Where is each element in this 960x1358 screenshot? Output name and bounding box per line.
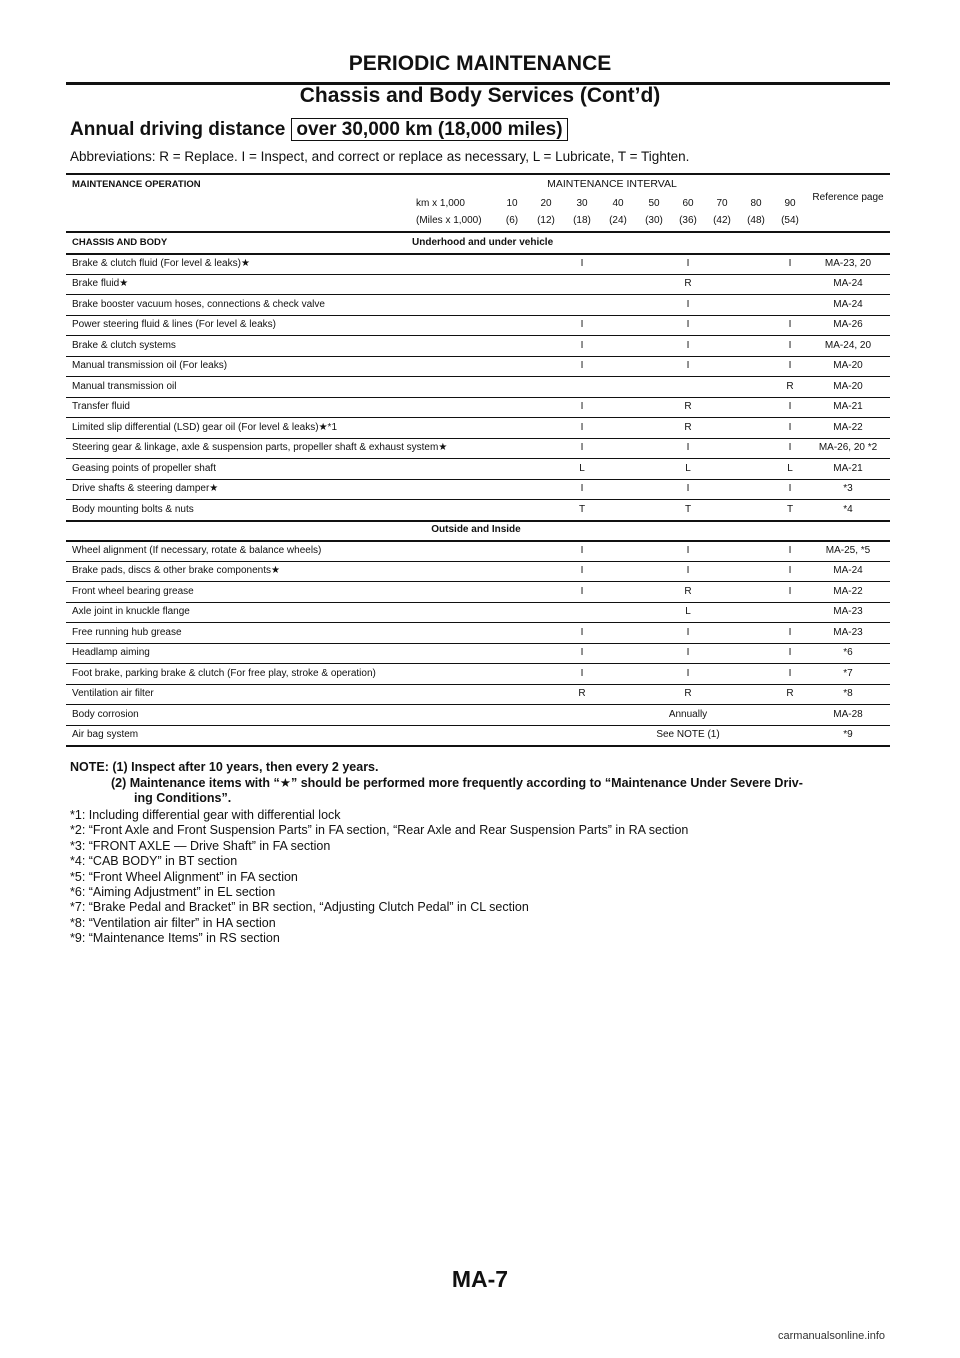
table-row	[66, 541, 890, 562]
row-operation	[72, 729, 138, 740]
row-interval-90k: R	[786, 380, 794, 392]
row-operation	[72, 483, 218, 494]
row-reference: MA-23	[833, 606, 863, 617]
page-number: MA-7	[451, 1266, 509, 1292]
col-maintenance-interval: MAINTENANCE INTERVAL	[547, 178, 677, 190]
severe-condition-star-icon: ★	[240, 257, 250, 269]
watermark: carmanualsonline.info	[778, 1330, 886, 1342]
table-row	[66, 479, 890, 500]
row-operation	[72, 606, 190, 617]
row-interval-60k: I	[686, 544, 690, 556]
row-operation	[72, 299, 325, 310]
row-reference: MA-24, 20	[824, 339, 872, 351]
row-operation-text: Geasing points of propeller shaft	[72, 462, 216, 474]
table-row	[66, 274, 890, 295]
row-reference: *8	[843, 688, 853, 699]
table-row	[66, 725, 890, 747]
row-reference: MA-25, *5	[825, 544, 871, 556]
row-operation	[72, 545, 321, 556]
note-1: NOTE: (1) Inspect after 10 years, then every 2 years.	[70, 760, 379, 774]
table-row	[66, 684, 890, 705]
row-operation	[72, 668, 376, 679]
row-reference: MA-24	[833, 298, 863, 310]
row-interval-30k: I	[580, 585, 584, 597]
row-footnote-ref: *1	[327, 421, 337, 433]
row-operation-text: Foot brake, parking brake & clutch (For free play, stroke & operation)	[72, 667, 376, 679]
row-operation	[72, 319, 276, 330]
table-row	[66, 705, 890, 726]
row-reference: MA-20	[833, 360, 863, 371]
table-row	[66, 623, 890, 644]
severe-condition-star-icon: ★	[271, 565, 280, 576]
interval-km-value: 20	[540, 198, 552, 209]
row-interval-90k: I	[788, 544, 792, 556]
row-interval-30k: T	[578, 503, 586, 515]
subsection-label: Outside and Inside	[431, 524, 521, 535]
footnote: *3: “FRONT AXLE — Drive Shaft” in FA section	[70, 838, 331, 853]
row-interval-60k: I	[686, 626, 690, 638]
row-interval-60k: I	[686, 360, 690, 371]
interval-km-value: 90	[784, 198, 796, 209]
row-interval-30k: L	[579, 462, 585, 474]
table-row	[66, 254, 890, 275]
row-operation	[72, 442, 447, 453]
table-row	[66, 561, 890, 582]
row-operation-text: Headlamp aiming	[72, 647, 150, 658]
severe-condition-star-icon: ★	[119, 278, 129, 289]
interval-km-value: 50	[648, 198, 660, 209]
footnote: *7: “Brake Pedal and Bracket” in BR section, “Adjusting Clutch Pedal” in CL section	[70, 900, 529, 915]
footnote: *4: “CAB BODY” in BT section	[70, 854, 238, 869]
row-operation-text: Axle joint in knuckle flange	[72, 606, 190, 617]
section-title-boxed: over 30,000 km (18,000 miles)	[291, 118, 567, 141]
table-row	[66, 377, 890, 398]
row-interval-30k: I	[580, 626, 584, 638]
row-reference: MA-26, 20 *2	[818, 442, 878, 453]
row-interval-90k: I	[788, 257, 792, 269]
row-interval-90k: I	[788, 442, 792, 453]
row-interval-60k: I	[686, 298, 690, 310]
col-maintenance-operation: MAINTENANCE OPERATION	[72, 179, 201, 190]
abbreviations-line: Abbreviations: R = Replace. I = Inspect, and correct or replace as necessary, L = Lubricate, T = Tighten.	[70, 149, 690, 164]
row-interval-90k: I	[788, 319, 792, 330]
severe-condition-star-icon: ★	[318, 421, 328, 433]
row-interval-30k: I	[580, 647, 584, 658]
interval-mile-value: (48)	[747, 215, 765, 226]
row-interval-30k: R	[578, 688, 586, 699]
row-interval-90k: T	[786, 503, 794, 515]
row-operation-text: Front wheel bearing grease	[72, 585, 194, 597]
header-subtitle: Chassis and Body Services (Cont’d)	[299, 84, 661, 107]
row-reference: MA-24	[833, 278, 863, 289]
table-row	[66, 295, 890, 316]
interval-mile-value: (36)	[679, 215, 697, 226]
footnote: *8: “Ventilation air filter” in HA section	[70, 915, 276, 930]
row-operation	[72, 709, 139, 720]
table-row	[66, 397, 890, 418]
interval-mile-value: (24)	[609, 215, 627, 226]
table-row	[66, 500, 890, 522]
row-interval-60k: R	[684, 421, 692, 433]
row-interval-span: See NOTE (1)	[656, 729, 720, 740]
table-section-row	[66, 520, 890, 542]
row-interval-60k: I	[686, 257, 690, 269]
row-operation	[72, 340, 176, 351]
row-interval-30k: I	[580, 421, 584, 433]
row-reference: *4	[843, 503, 853, 515]
row-operation	[72, 278, 128, 289]
footnote: *5: “Front Wheel Alignment” in FA section	[70, 869, 298, 884]
interval-mile-value: (12)	[537, 215, 555, 226]
row-interval-60k: I	[686, 667, 690, 679]
footnote: *2: “Front Axle and Front Suspension Parts” in FA section, “Rear Axle and Rear Suspension Parts” in RA section	[70, 823, 689, 838]
table-row	[66, 643, 890, 664]
row-interval-60k: I	[686, 647, 690, 658]
row-interval-30k: I	[580, 544, 584, 556]
row-interval-30k: I	[580, 667, 584, 679]
row-interval-90k: I	[788, 647, 792, 658]
row-interval-30k: I	[580, 257, 584, 269]
table-row	[66, 664, 890, 685]
row-operation	[72, 627, 182, 638]
interval-km-value: 40	[612, 198, 624, 209]
row-operation-text: Brake fluid	[72, 278, 120, 289]
row-interval-90k: I	[788, 585, 792, 597]
interval-km-value: 60	[682, 198, 694, 209]
row-interval-60k: I	[686, 442, 690, 453]
table-row	[66, 315, 890, 336]
row-operation	[72, 258, 250, 269]
table-row	[66, 418, 890, 439]
row-interval-90k: R	[786, 688, 794, 699]
row-operation	[72, 647, 150, 658]
table-top-rule	[66, 173, 890, 175]
note-2: (2) Maintenance items with “★” should be performed more frequently according to “Maintenance Under Severe Driv-	[111, 775, 803, 790]
row-interval-30k: I	[580, 565, 584, 576]
row-interval-90k: I	[788, 421, 792, 433]
col-reference-page: Reference page	[812, 192, 884, 203]
row-interval-60k: R	[684, 585, 692, 597]
row-interval-90k: I	[788, 565, 792, 576]
row-operation-text: Limited slip differential (LSD) gear oil (For level & leaks)	[72, 421, 319, 433]
row-operation	[72, 688, 154, 699]
section-title-prefix: Annual driving distance	[70, 119, 286, 140]
header-title: PERIODIC MAINTENANCE	[348, 52, 612, 75]
table-row	[66, 602, 890, 623]
table-section-row	[66, 233, 890, 255]
interval-mile-value: (42)	[713, 215, 731, 226]
row-reference: MA-24	[833, 565, 863, 576]
row-reference: MA-23, 20	[824, 257, 872, 269]
row-interval-30k: I	[580, 360, 584, 371]
row-interval-30k: I	[580, 319, 584, 330]
interval-km-value: 10	[506, 198, 518, 209]
row-operation-text: Body mounting bolts & nuts	[72, 503, 194, 515]
row-interval-30k: I	[580, 442, 584, 453]
interval-km-value: 30	[576, 198, 588, 209]
footnote: *1: Including differential gear with differential lock	[70, 808, 341, 822]
row-operation-text: Steering gear & linkage, axle & suspension parts, propeller shaft & exhaust system	[72, 442, 439, 453]
row-interval-60k: T	[684, 503, 692, 515]
row-operation-text: Wheel alignment (If necessary, rotate & balance wheels)	[72, 544, 322, 556]
row-interval-90k: I	[788, 667, 792, 679]
row-operation	[72, 401, 130, 412]
interval-mile-value: (30)	[645, 215, 663, 226]
row-operation	[72, 504, 194, 515]
row-reference: MA-21	[833, 401, 863, 412]
row-reference: *6	[843, 647, 853, 658]
row-operation-text: Free running hub grease	[72, 626, 182, 638]
row-operation	[72, 586, 194, 597]
row-operation-text: Brake pads, discs & other brake components	[72, 565, 271, 576]
section-title	[70, 119, 568, 141]
section-label: CHASSIS AND BODY	[72, 237, 168, 248]
row-interval-span: Annually	[668, 708, 708, 720]
row-operation-text: Manual transmission oil	[72, 380, 177, 392]
row-interval-90k: I	[788, 339, 792, 351]
subsection-label: Underhood and under vehicle	[412, 237, 554, 248]
row-reference: MA-23	[833, 626, 863, 638]
row-interval-90k: L	[787, 462, 793, 474]
note-2-cont: ing Conditions”.	[134, 791, 232, 805]
interval-mile-value: (18)	[573, 215, 591, 226]
row-interval-60k: L	[685, 606, 691, 617]
row-reference: *9	[843, 729, 853, 740]
interval-mile-value: (6)	[505, 215, 519, 226]
row-reference: MA-22	[833, 585, 863, 597]
table-row	[66, 438, 890, 459]
row-operation-text: Brake & clutch fluid (For level & leaks)	[72, 257, 241, 269]
footnote: *6: “Aiming Adjustment” in EL section	[70, 885, 276, 900]
row-operation-text: Air bag system	[72, 729, 139, 740]
interval-mile-value: (54)	[781, 215, 799, 226]
interval-km-value: 70	[716, 198, 728, 209]
row-reference: MA-28	[833, 708, 863, 720]
row-interval-60k: R	[684, 401, 692, 412]
row-operation-text: Drive shafts & steering damper	[72, 483, 210, 494]
row-reference: MA-26	[833, 319, 863, 330]
row-reference: MA-20	[833, 380, 863, 392]
row-reference: *3	[843, 483, 853, 494]
row-operation-text: Transfer fluid	[72, 401, 130, 412]
table-row	[66, 356, 890, 377]
row-reference: *7	[843, 667, 853, 679]
row-interval-60k: I	[686, 483, 690, 494]
severe-condition-star-icon: ★	[209, 483, 219, 494]
row-interval-60k: R	[684, 278, 692, 289]
row-operation	[72, 565, 280, 576]
row-operation-text: Brake booster vacuum hoses, connections & check valve	[72, 298, 325, 310]
footnotes	[70, 808, 688, 947]
table-row	[66, 336, 890, 357]
row-interval-60k: R	[684, 688, 692, 699]
row-operation	[72, 381, 177, 392]
row-operation	[72, 422, 337, 433]
interval-km-value: 80	[750, 198, 762, 209]
row-interval-90k: I	[788, 483, 792, 494]
row-operation-text: Body corrosion	[72, 708, 139, 720]
row-operation	[72, 463, 216, 474]
km-label: km x 1,000	[416, 198, 465, 209]
row-interval-60k: L	[685, 462, 691, 474]
row-interval-30k: I	[580, 483, 584, 494]
row-interval-30k: I	[580, 401, 584, 412]
row-interval-60k: I	[686, 319, 690, 330]
row-operation-text: Manual transmission oil (For leaks)	[72, 360, 228, 371]
severe-condition-star-icon: ★	[438, 442, 448, 453]
row-operation-text: Ventilation air filter	[72, 688, 154, 699]
row-interval-90k: I	[788, 626, 792, 638]
row-operation	[72, 360, 227, 371]
miles-label: (Miles x 1,000)	[416, 215, 482, 226]
row-operation-text: Power steering fluid & lines (For level & leaks)	[72, 319, 276, 330]
row-interval-30k: I	[580, 339, 584, 351]
row-reference: MA-21	[833, 462, 863, 474]
row-interval-90k: I	[788, 360, 792, 371]
footnote: *9: “Maintenance Items” in RS section	[70, 931, 280, 946]
table-row	[66, 459, 890, 480]
row-interval-60k: I	[686, 565, 690, 576]
notes	[70, 760, 803, 807]
table-row	[66, 582, 890, 603]
row-operation-text: Brake & clutch systems	[72, 339, 176, 351]
row-reference: MA-22	[833, 421, 863, 433]
row-interval-90k: I	[788, 401, 792, 412]
row-interval-60k: I	[686, 339, 690, 351]
